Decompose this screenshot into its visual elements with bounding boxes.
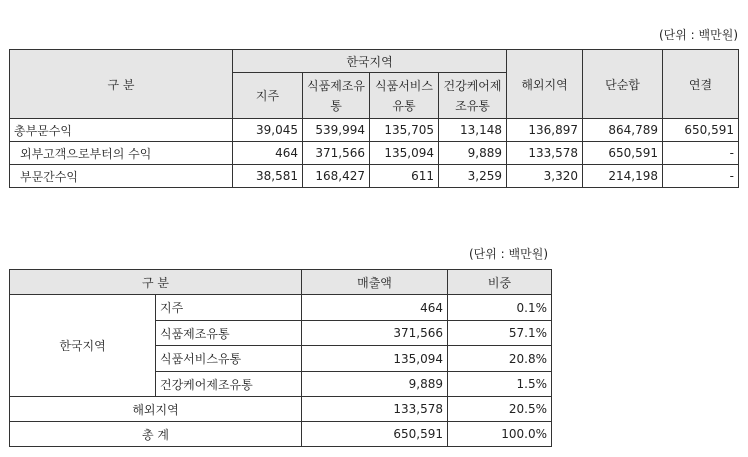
- row-label: 지주: [156, 295, 302, 321]
- cell-value: 864,789: [583, 119, 663, 142]
- ratio-header: 비중: [448, 270, 552, 295]
- sales-value: 650,591: [302, 422, 448, 447]
- cell-value: 135,094: [370, 142, 439, 165]
- row-label: 부문간수익: [10, 165, 233, 188]
- ratio-value: 100.0%: [448, 422, 552, 447]
- cell-value: 38,581: [233, 165, 303, 188]
- cell-value: 133,578: [507, 142, 583, 165]
- row-label: 외부고객으로부터의 수익: [10, 142, 233, 165]
- cell-value: -: [663, 142, 739, 165]
- cell-value: 9,889: [439, 142, 507, 165]
- consolidated-header: 연결: [663, 50, 739, 119]
- row-label: 건강케어제조유통: [156, 372, 302, 397]
- table-row: [10, 422, 552, 447]
- sales-value: 9,889: [302, 372, 448, 397]
- sales-value: 135,094: [302, 346, 448, 372]
- cell-value: 464: [233, 142, 303, 165]
- cell-value: 3,320: [507, 165, 583, 188]
- table-row: [10, 295, 552, 321]
- sales-value: 464: [302, 295, 448, 321]
- sales-header: 매출액: [302, 270, 448, 295]
- cell-value: 135,705: [370, 119, 439, 142]
- table1-unit: (단위 : 백만원): [659, 28, 738, 42]
- korea-group-label: 한국지역: [10, 295, 156, 397]
- sales-value: 133,578: [302, 397, 448, 422]
- table-row: [10, 165, 739, 188]
- table-row: [10, 119, 739, 142]
- simple-sum-header: 단순합: [583, 50, 663, 119]
- cell-value: 3,259: [439, 165, 507, 188]
- cell-value: 39,045: [233, 119, 303, 142]
- ratio-value: 57.1%: [448, 321, 552, 346]
- sub-header-holding: 지주: [233, 73, 303, 119]
- cell-value: 650,591: [583, 142, 663, 165]
- overseas-header: 해외지역: [507, 50, 583, 119]
- segment-revenue-table: [9, 49, 739, 188]
- cell-value: 136,897: [507, 119, 583, 142]
- category-header: 구 분: [10, 50, 233, 119]
- regional-sales-table: [9, 269, 552, 447]
- sub-header-food-manufacturing: 식품제조유통: [303, 73, 370, 119]
- ratio-value: 20.5%: [448, 397, 552, 422]
- total-label: 총 계: [10, 422, 302, 447]
- overseas-label: 해외지역: [10, 397, 302, 422]
- table2-unit: (단위 : 백만원): [469, 247, 548, 261]
- table-row: [10, 142, 739, 165]
- cell-value: 539,994: [303, 119, 370, 142]
- sales-value: 371,566: [302, 321, 448, 346]
- cell-value: -: [663, 165, 739, 188]
- cell-value: 371,566: [303, 142, 370, 165]
- cell-value: 611: [370, 165, 439, 188]
- cell-value: 214,198: [583, 165, 663, 188]
- cell-value: 13,148: [439, 119, 507, 142]
- sub-header-healthcare: 건강케어제조유통: [439, 73, 507, 119]
- row-label: 식품제조유통: [156, 321, 302, 346]
- table-row: [10, 397, 552, 422]
- cell-value: 650,591: [663, 119, 739, 142]
- sub-header-food-service: 식품서비스유통: [370, 73, 439, 119]
- ratio-value: 1.5%: [448, 372, 552, 397]
- cell-value: 168,427: [303, 165, 370, 188]
- category-header: 구 분: [10, 270, 302, 295]
- ratio-value: 0.1%: [448, 295, 552, 321]
- ratio-value: 20.8%: [448, 346, 552, 372]
- korea-group-header: 한국지역: [233, 50, 507, 73]
- row-label: 식품서비스유통: [156, 346, 302, 372]
- row-label: 총부문수익: [10, 119, 233, 142]
